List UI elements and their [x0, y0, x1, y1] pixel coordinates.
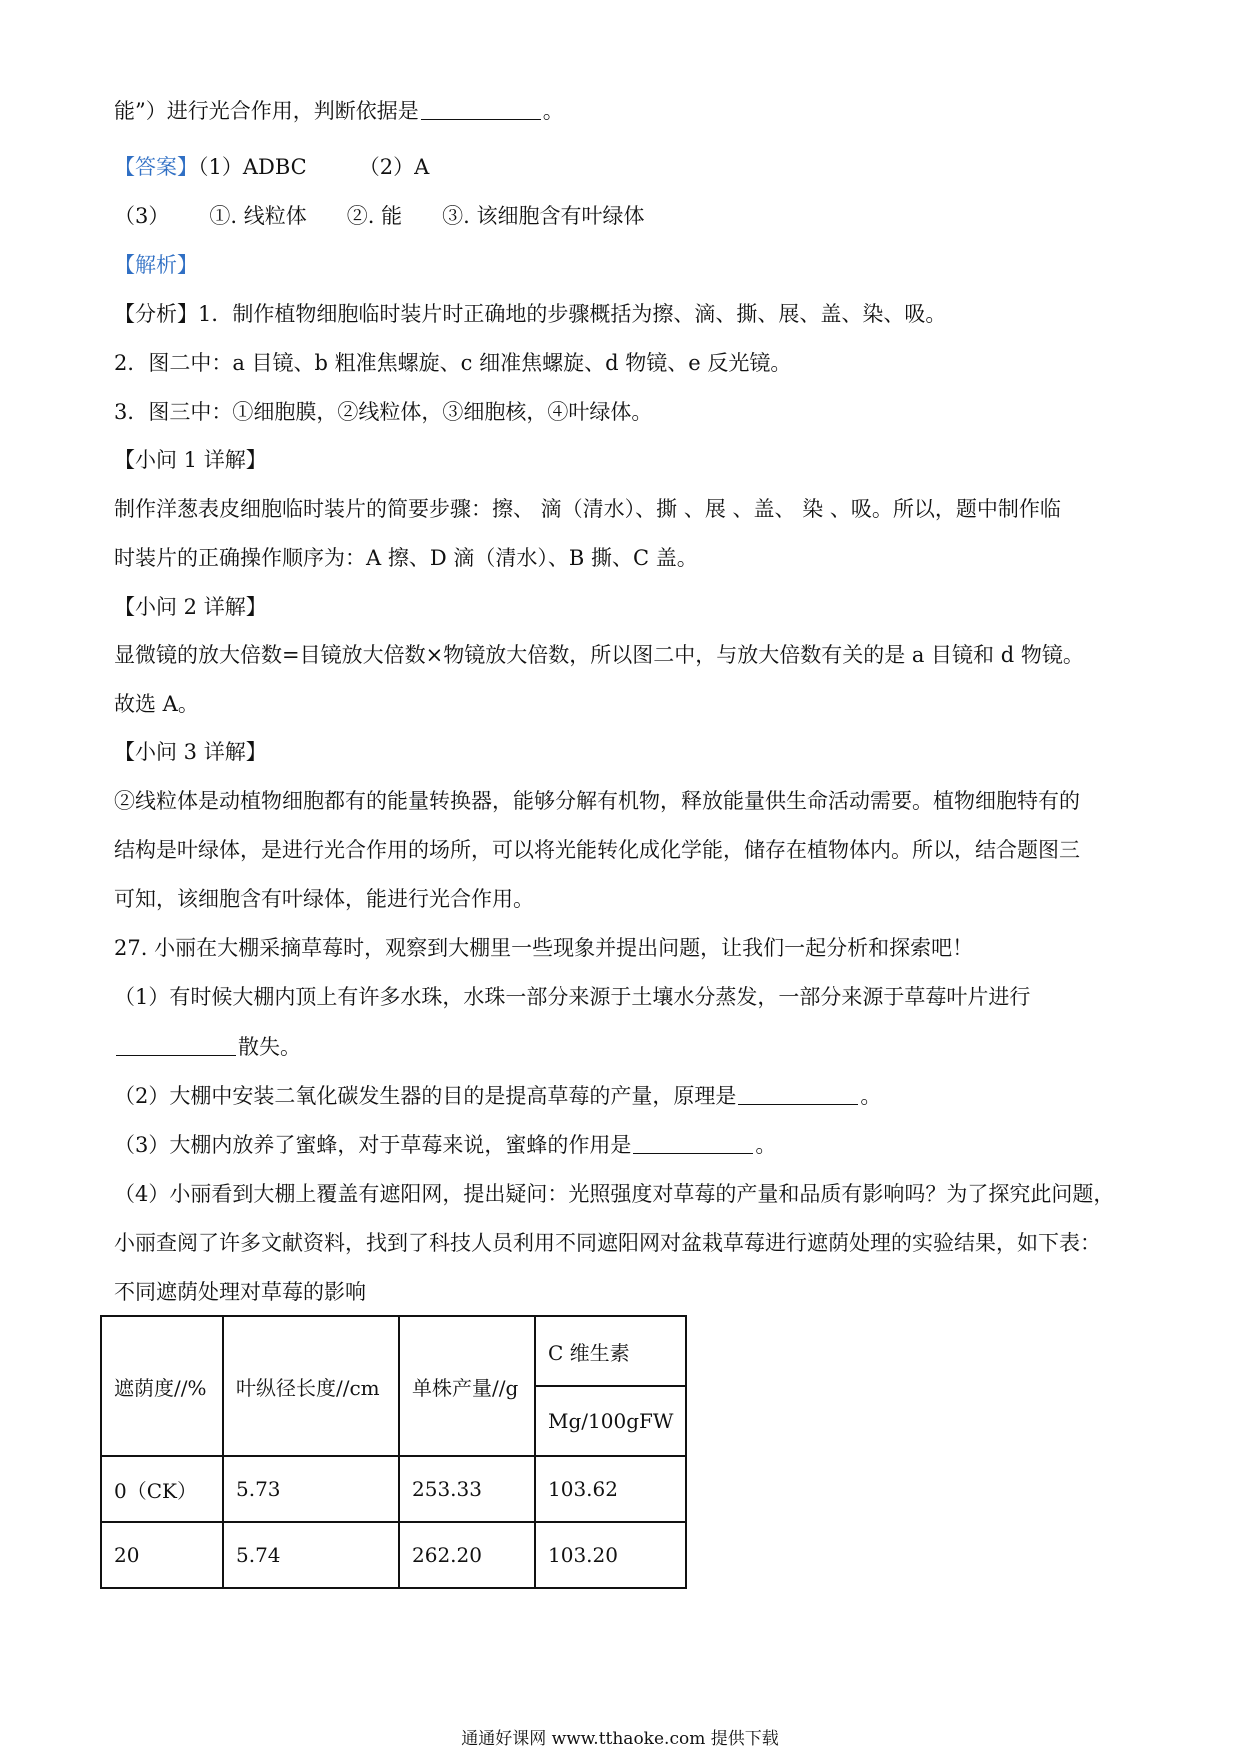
analysis-line-3: 3．图三中：①细胞膜，②线粒体，③细胞核，④叶绿体。 [114, 400, 653, 424]
answer-blank [421, 99, 541, 120]
table-header-row [101, 1316, 686, 1386]
analysis-line-1: 【分析】1．制作植物细胞临时装片时正确地的步骤概括为擦、滴、撕、展、盖、染、吸。 [114, 302, 947, 326]
subquestion-3-title: 【小问 3 详解】 [114, 740, 267, 764]
table-header: 单株产量//g [399, 1316, 535, 1456]
table-header: 叶纵径长度//cm [223, 1316, 399, 1456]
question-27-part-3: （3）大棚内放养了蜜蜂，对于草莓来说，蜜蜂的作用是 。 [114, 1133, 777, 1157]
table-cell: 0（CK） [101, 1456, 223, 1522]
question-27-part-4: （4）小丽看到大棚上覆盖有遮阳网，提出疑问：光照强度对草莓的产量和品质有影响吗？为了探究此问题， [114, 1182, 1115, 1206]
table-cell: 253.33 [399, 1456, 535, 1522]
table-header: Mg/100gFW [535, 1386, 686, 1456]
subquestion-3-text: ②线粒体是动植物细胞都有的能量转换器，能够分解有机物，释放能量供生命活动需要。植物细胞特有的 [114, 789, 1080, 813]
table-header: 遮荫度//% [101, 1316, 223, 1456]
table-cell: 5.73 [223, 1456, 399, 1522]
table-cell: 103.20 [535, 1522, 686, 1588]
subquestion-3-text: 结构是叶绿体，是进行光合作用的场所，可以将光能转化成化学能，储存在植物体内。所以，结合题图三 [114, 838, 1080, 862]
subquestion-2-title: 【小问 2 详解】 [114, 595, 267, 619]
subquestion-1-text: 时装片的正确操作顺序为：A 擦、D 滴（清水）、B 撕、C 盖。 [114, 546, 698, 570]
subquestion-2-text: 显微镜的放大倍数=目镜放大倍数×物镜放大倍数，所以图二中，与放大倍数有关的是 a 目镜和 d 物镜。 [114, 643, 1084, 667]
answer-blank [633, 1133, 753, 1154]
answer-tag: 【答案】 [114, 155, 198, 179]
table-row [101, 1456, 686, 1522]
answer-blank [738, 1084, 858, 1105]
table-cell: 5.74 [223, 1522, 399, 1588]
table-cell: 20 [101, 1522, 223, 1588]
analysis-line-2: 2．图二中：a 目镜、b 粗准焦螺旋、c 细准焦螺旋、d 物镜、e 反光镜。 [114, 351, 792, 375]
table-cell: 103.62 [535, 1456, 686, 1522]
subquestion-1-text: 制作洋葱表皮细胞临时装片的简要步骤：擦、 滴（清水）、撕 、展 、盖、 染 、吸。所以，题中制作临 [114, 497, 1061, 521]
subquestion-2-text: 故选 A。 [114, 692, 199, 716]
page-footer: 通通好课网 www.tthaoke.com 提供下载 [461, 1729, 779, 1749]
question-27-part-2: （2）大棚中安装二氧化碳发生器的目的是提高草莓的产量，原理是 。 [114, 1084, 882, 1108]
question-27-part-1-cont: 散失。 [114, 1032, 301, 1062]
question-27-part-1: （1）有时候大棚内顶上有许多水珠，水珠一部分来源于土壤水分蒸发，一部分来源于草莓叶片进行 [114, 985, 1031, 1009]
table-cell: 262.20 [399, 1522, 535, 1588]
answer-blank [116, 1035, 236, 1056]
subquestion-1-title: 【小问 1 详解】 [114, 448, 267, 472]
text-line: 能”）进行光合作用，判断依据是 。 [114, 99, 564, 123]
question-27: 27. 小丽在大棚采摘草莓时，观察到大棚里一些现象并提出问题，让我们一起分析和探索吧！ [114, 936, 974, 960]
answer-line-3: （3） ①. 线粒体 ②. 能 ③. 该细胞含有叶绿体 [114, 204, 645, 228]
analysis-tag: 【解析】 [114, 253, 198, 277]
answer-line: 【答案】（1）ADBC （2）A [114, 155, 430, 179]
subquestion-3-text: 可知，该细胞含有叶绿体，能进行光合作用。 [114, 887, 534, 911]
data-table [100, 1315, 687, 1589]
table-header: C 维生素 [535, 1316, 686, 1386]
table-row [101, 1522, 686, 1588]
question-27-part-4: 小丽查阅了许多文献资料，找到了科技人员利用不同遮阳网对盆栽草莓进行遮荫处理的实验结果，如下表： [114, 1231, 1101, 1255]
table-caption: 不同遮荫处理对草莓的影响 [114, 1280, 366, 1304]
